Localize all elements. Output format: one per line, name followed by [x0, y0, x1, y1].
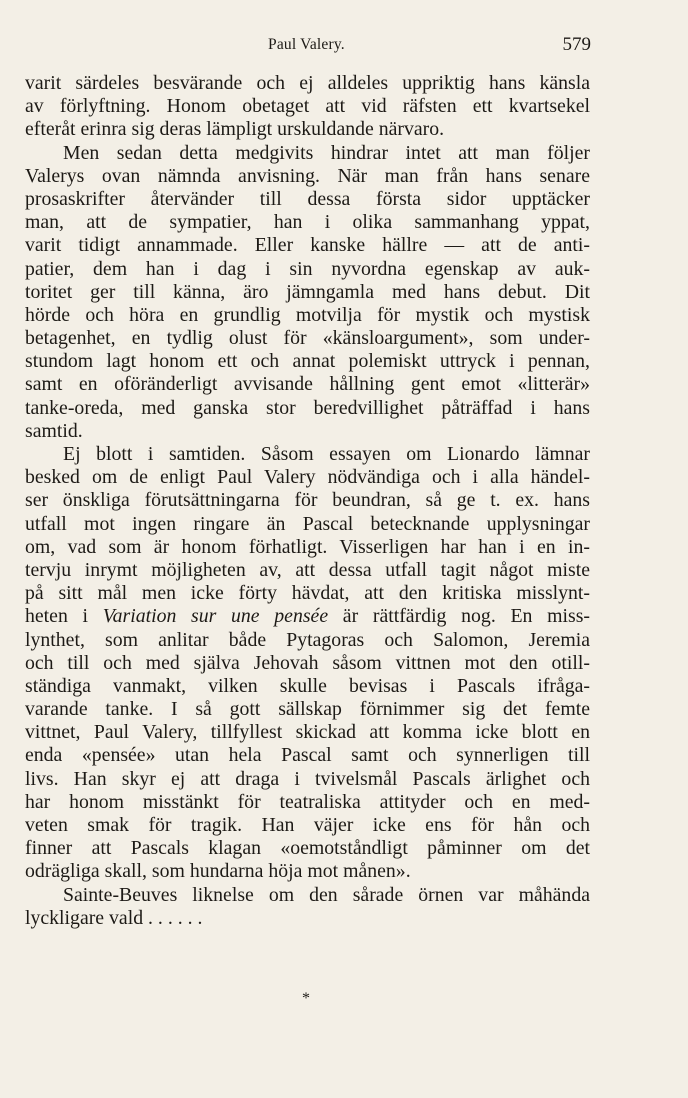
text-line: hörde och höra en grundlig motvilja för mystik och mystisk	[25, 303, 590, 326]
text-line: varit särdeles besvärande och ej alldeles uppriktig hans känsla	[25, 72, 590, 94]
text-line: prosaskrifter återvänder till dessa första sidor upptäcker	[25, 187, 590, 210]
text-line: vittnet, Paul Valery, tillfyllest skickad att komma icke blott en	[25, 721, 590, 744]
text-line: Valerys ovan nämnda anvisning. När man från hans senare	[25, 164, 590, 187]
text-line: har honom misstänkt för teatraliska attityder och en med-	[25, 790, 590, 813]
text-line: varande tanke. I så gott sällskap förnimmer sig det femte	[25, 698, 590, 721]
text-line: veten smak för tragik. Han väjer icke ens för hån och	[25, 814, 590, 836]
text-line	[25, 605, 590, 628]
text-line: toritet ger till känna, äro jämngamla med hans debut. Dit	[25, 280, 590, 303]
italic-title: Variation sur une pensée	[102, 605, 329, 628]
text-line: Sainte-Beuves liknelse om den sårade örnen var måhända	[63, 883, 590, 906]
text-line: ständiga vanmakt, vilken skulle bevisas i Pascals ifråga-	[25, 674, 590, 697]
text-segment: heten i	[25, 605, 103, 628]
text-line: odrägliga skall, som hundarna höja mot månen».	[25, 860, 411, 883]
text-line: Men sedan detta medgivits hindrar intet att man följer	[63, 141, 590, 164]
text-line: besked om de enligt Paul Valery nödvändiga och i alla händel-	[25, 466, 590, 489]
text-line: utfall mot ingen ringare än Pascal betecknande upplysningar	[25, 512, 590, 535]
text-line: betagenhet, en tydlig olust för «känsloargument», som under-	[25, 327, 590, 350]
text-line: livs. Han skyr ej att draga i tvivelsmål Pascals ärlighet och	[25, 767, 590, 790]
text-segment: är rättfärdig nog. En miss-	[328, 605, 590, 628]
text-line: patier, dem han i dag i sin nyvordna egenskap av auk-	[25, 257, 590, 280]
text-line: lyckligare vald . . . . . .	[25, 906, 203, 929]
text-line: varit tidigt annammade. Eller kanske hällre — att de anti-	[25, 234, 590, 257]
page-number: 579	[562, 34, 591, 55]
text-line: på sitt mål men icke förty hävdat, att den kritiska misslynt-	[25, 582, 590, 605]
text-line: och till och med själva Jehovah såsom vittnen mot den otill-	[25, 651, 590, 674]
text-line: efteråt erinra sig deras lämpligt urskuldande närvaro.	[25, 118, 445, 141]
body-text	[25, 72, 590, 930]
section-ornament: *	[302, 990, 310, 1007]
text-line: finner att Pascals klagan «oemotståndligt påminner om det	[25, 837, 590, 860]
text-line: samt en oföränderligt avvisande hållning gent emot «litterär»	[25, 373, 590, 396]
text-line: man, att de sympatier, han i olika sammanhang yppat,	[25, 211, 590, 234]
text-line: av förlyftning. Honom obetaget att vid räfsten ett kvartsekel	[25, 95, 590, 118]
text-line: samtid.	[25, 419, 83, 442]
text-line: lynthet, som anlitar både Pytagoras och Salomon, Jeremia	[25, 628, 590, 651]
text-line: tervju inrymt möjligheten av, att dessa utfall tagit något miste	[25, 558, 590, 581]
text-line: tanke-oreda, med ganska stor beredvillighet påträffad i hans	[25, 396, 590, 419]
running-head: Paul Valery.	[268, 36, 345, 53]
text-line: enda «pensée» utan hela Pascal samt och synnerligen till	[25, 744, 590, 767]
text-line: ser önskliga förutsättningarna för beundran, så ge t. ex. hans	[25, 489, 590, 512]
text-line: om, vad som är honom förhatligt. Visserligen har han i en in-	[25, 535, 590, 558]
text-line: Ej blott i samtiden. Såsom essayen om Lionardo lämnar	[63, 443, 590, 465]
text-line: stundom lagt honom ett och annat polemiskt uttryck i pennan,	[25, 350, 590, 373]
